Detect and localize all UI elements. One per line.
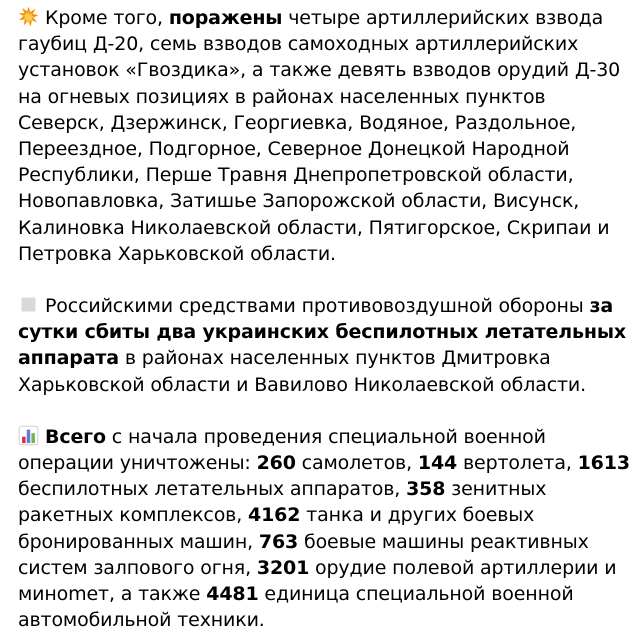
paragraph-totals bbox=[18, 424, 630, 633]
bar-chart-icon bbox=[18, 425, 39, 446]
stat-number: 4481 bbox=[206, 583, 259, 606]
text-segment: в районах населенных пунктов Дмитровка Харьковской области и Вавилово Николаевской области. bbox=[18, 347, 586, 396]
stat-number: 1613 bbox=[577, 452, 630, 475]
text-segment: Российскими средствами противовоздушной обороны bbox=[45, 295, 590, 318]
paragraph-strikes bbox=[18, 5, 630, 267]
bold-segment: поражены bbox=[168, 7, 283, 29]
stat-number: 3201 bbox=[256, 556, 310, 579]
bold-segment: за сутки сбиты два украинских беспилотных летательных аппарата bbox=[18, 295, 626, 370]
text-segment: единица специальной военной автомобильной техники. bbox=[18, 583, 574, 632]
white-square-icon bbox=[18, 294, 39, 315]
text-segment: четыре артиллерийских взвода гаубиц Д-20, семь взводов самоходных артиллерийских установок «Гвоздика», а также девять взводов орудий Д-30 на огневых позициях в районах населенных пунктов Северск, Дзержинск, Георгиевка, Водяное, Раздольное, Переездное, Подгорное, Северное Донецкой Народной Республики, Перше Травня Днепропетровской области, Новопавловка, Затишье Запорожской области, Висунск, Калиновка Николаевской области, Пятигорское, Скрипаи и Петровка Харьковской области. bbox=[18, 7, 621, 265]
text-segment: танка и других боевых бронированных машин, bbox=[18, 504, 535, 553]
text-segment: самолетов, bbox=[295, 452, 418, 475]
paragraph-air-defense bbox=[18, 293, 630, 398]
text-segment: с начала проведения специальной военной операции уничтожены: bbox=[18, 425, 546, 475]
text-segment: зенитных ракетных комплексов, bbox=[18, 478, 547, 527]
collision-icon bbox=[18, 6, 39, 27]
stat-number: 4162 bbox=[248, 504, 301, 527]
text-segment: Кроме того, bbox=[45, 7, 169, 29]
stat-number: 763 bbox=[258, 530, 299, 553]
stat-number: 144 bbox=[417, 452, 458, 475]
bold-segment: Всего bbox=[45, 425, 106, 448]
stat-number: 358 bbox=[406, 478, 446, 501]
text-segment: орудие полевой артиллерии и минomет, а также bbox=[18, 556, 617, 606]
text-segment: боевые машины реактивных систем залпового огня, bbox=[18, 530, 589, 579]
text-segment: беспилотных летательных аппаратов, bbox=[18, 478, 407, 501]
text-segment: вертолета, bbox=[457, 452, 578, 475]
stat-number: 260 bbox=[256, 452, 296, 475]
